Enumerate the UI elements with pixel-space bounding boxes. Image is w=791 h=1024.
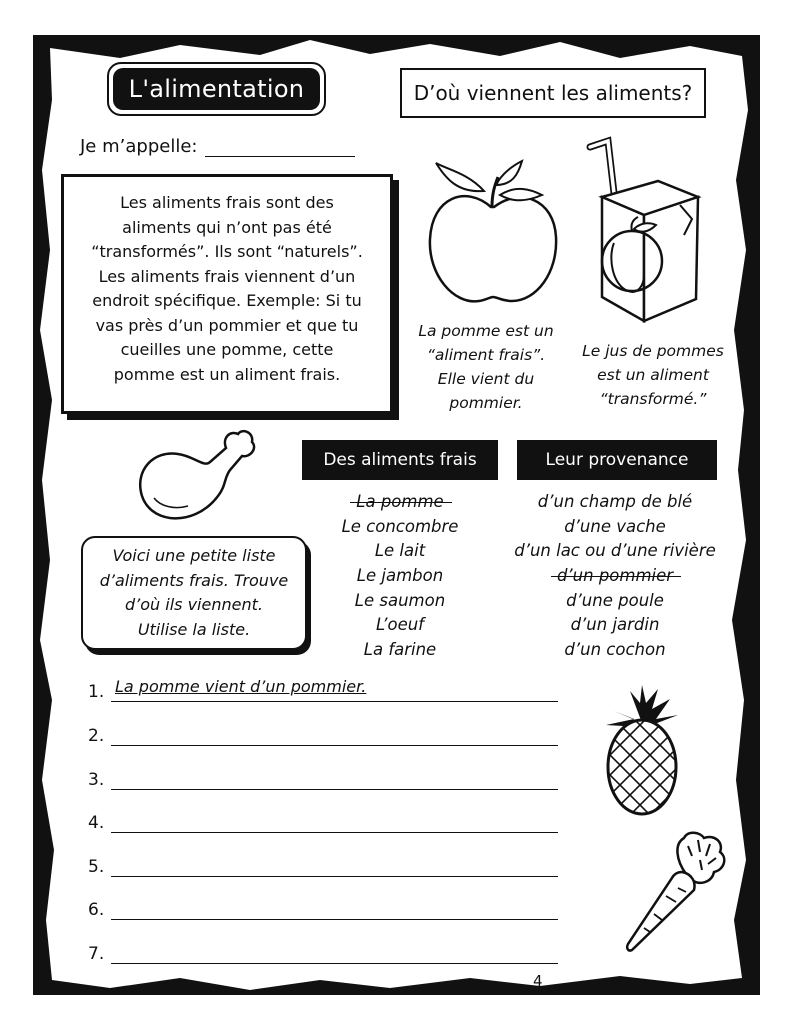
fresh-food-item-text: Le concombre (341, 516, 459, 536)
apple-icon (424, 155, 562, 310)
fresh-food-item (302, 490, 498, 515)
answer-row (88, 762, 558, 792)
answer-row (88, 674, 558, 704)
provenance-item-text: d’une poule (566, 590, 664, 610)
page-title: L'alimentation (113, 68, 320, 110)
provenance-item-text: d’un cochon (564, 640, 666, 660)
answer-row (88, 805, 558, 835)
fresh-food-item (302, 539, 498, 564)
provenance-item (500, 564, 730, 589)
fresh-food-item (302, 613, 498, 638)
answer-number: 7. (88, 944, 105, 964)
provenance-item-text: d’un champ de blé (537, 492, 693, 511)
provenance-item-text: d’un pommier (556, 566, 674, 586)
provenance-item (500, 515, 730, 540)
provenance-item (500, 490, 730, 515)
fresh-food-item-text: La pomme (356, 492, 444, 511)
answer-line[interactable] (111, 808, 558, 833)
fresh-food-item-text: La farine (363, 640, 437, 660)
fresh-foods-list (302, 490, 498, 663)
answer-row (88, 849, 558, 879)
provenance-item-text: d’une vache (564, 516, 666, 536)
name-blank[interactable] (205, 136, 355, 157)
fresh-food-item-text: Le lait (374, 541, 426, 561)
answer-line[interactable] (111, 939, 558, 964)
answer-line[interactable] (111, 852, 558, 877)
apple-caption: La pomme est un “aliment frais”. Elle vient du pommier. (418, 322, 554, 412)
provenance-item (500, 613, 730, 638)
provenance-item (500, 638, 730, 663)
name-label: Je m’appelle: (80, 136, 198, 157)
page-number: 4 (533, 972, 543, 990)
answer-number: 6. (88, 900, 105, 920)
fresh-food-item-text: Le saumon (354, 590, 446, 610)
answer-row (88, 718, 558, 748)
juice-caption: Le jus de pommes est un aliment “transformé.” (582, 342, 724, 408)
answer-row (88, 892, 558, 922)
answer-line[interactable] (111, 765, 558, 790)
fresh-food-item (302, 589, 498, 614)
provenance-item (500, 589, 730, 614)
provenance-header: Leur provenance (517, 440, 717, 480)
carrot-icon (618, 830, 730, 954)
pineapple-icon (600, 685, 684, 817)
fresh-foods-header: Des aliments frais (302, 440, 498, 480)
provenance-item-text: d’un jardin (570, 615, 660, 635)
fresh-food-item (302, 515, 498, 540)
answer-row (88, 936, 558, 966)
answer-line[interactable] (111, 895, 558, 920)
page-subtitle: D’où viennent les aliments? (400, 68, 706, 118)
info-text: Les aliments frais sont des aliments qui n’ont pas été “transformés”. Ils sont “naturels”. Les aliments frais viennent d’un endroit spécifique. Exemple: Si tu vas près d’un pommier et que tu cueilles une pomme, cette pomme est un aliment frais. (91, 193, 363, 384)
provenance-item-text: d’un lac ou d’une rivière (514, 541, 716, 561)
juice-box-icon (580, 135, 710, 330)
fresh-food-item-text: L’oeuf (376, 615, 424, 635)
instructions-box: Voici une petite liste d’aliments frais. Trouve d’où ils viennent. Utilise la liste. (81, 536, 307, 650)
answer-number: 2. (88, 726, 105, 746)
fresh-food-item (302, 564, 498, 589)
info-box (61, 174, 393, 414)
answer-number: 4. (88, 813, 105, 833)
answer-line[interactable] (111, 721, 558, 746)
name-field (80, 136, 355, 157)
fresh-food-item (302, 638, 498, 663)
provenance-list (500, 490, 730, 663)
answer-number: 3. (88, 770, 105, 790)
answer-number: 5. (88, 857, 105, 877)
provenance-item (500, 539, 730, 564)
fresh-food-item-text: Le jambon (356, 566, 444, 586)
answer-number: 1. (88, 682, 105, 702)
title-badge (107, 62, 326, 116)
answer-text: La pomme vient d’un pommier. (115, 677, 367, 696)
answer-line[interactable] (111, 677, 558, 702)
drumstick-icon (130, 426, 258, 526)
